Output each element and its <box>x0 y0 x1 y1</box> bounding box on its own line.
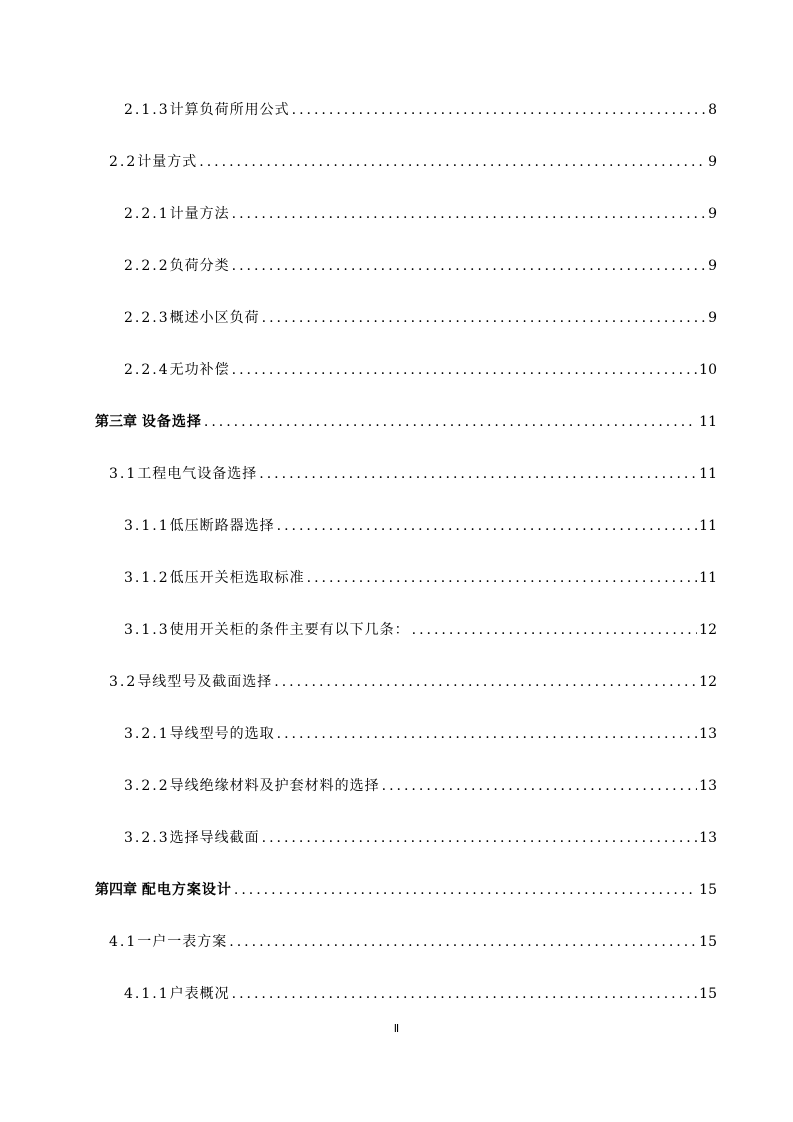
dot-leader <box>274 672 697 692</box>
toc-page: 15 <box>699 934 717 950</box>
toc-page: 11 <box>699 570 717 586</box>
toc-chapter-entry[interactable] <box>95 412 717 432</box>
toc-number: 3.2.2 <box>124 778 170 794</box>
toc-title: 计量方法 <box>169 206 230 222</box>
toc-entry[interactable] <box>124 724 717 744</box>
toc-number: 2.1.3 <box>124 102 170 118</box>
toc-number: 2.2 <box>109 154 138 170</box>
toc-entry[interactable] <box>124 516 717 536</box>
toc-page: 15 <box>699 882 717 898</box>
dot-leader <box>277 516 698 536</box>
toc-title: 使用开关柜的条件主要有以下几条： <box>169 622 410 638</box>
dot-leader <box>412 620 698 640</box>
toc-title: 概述小区负荷 <box>169 310 260 326</box>
toc-entry[interactable] <box>109 672 717 692</box>
toc-title: 导线型号的选取 <box>169 726 275 742</box>
toc-number: 3.2 <box>109 674 138 690</box>
toc-entry[interactable] <box>109 932 717 952</box>
toc-page: 13 <box>699 778 717 794</box>
dot-leader <box>199 152 706 172</box>
toc-page: 10 <box>699 362 717 378</box>
dot-leader <box>277 724 698 744</box>
toc-entry[interactable] <box>124 984 717 1004</box>
toc-title: 导线型号及截面选择 <box>137 674 273 690</box>
toc-number: 2.2.1 <box>124 206 170 222</box>
toc-title: 选择导线截面 <box>169 830 260 846</box>
toc-title: 工程电气设备选择 <box>137 466 258 482</box>
dot-leader <box>292 100 706 120</box>
dot-leader <box>232 984 698 1004</box>
toc-entry[interactable] <box>124 360 717 380</box>
toc-entry[interactable] <box>124 620 717 640</box>
toc-title: 一户一表方案 <box>137 934 228 950</box>
toc-entry[interactable] <box>124 828 717 848</box>
toc-chapter-number: 第四章 <box>95 882 137 898</box>
toc-entry[interactable] <box>109 152 717 172</box>
toc-page: 9 <box>708 206 717 222</box>
dot-leader <box>307 568 698 588</box>
dot-leader <box>262 828 698 848</box>
toc-page: 9 <box>708 154 717 170</box>
toc-page: 15 <box>699 986 717 1002</box>
page-number-footer: Ⅱ <box>393 1022 400 1035</box>
dot-leader <box>259 464 697 484</box>
toc-page: 9 <box>708 258 717 274</box>
dot-leader <box>382 776 698 796</box>
toc-title: 导线绝缘材料及护套材料的选择 <box>169 778 380 794</box>
toc-title: 低压开关柜选取标准 <box>169 570 305 586</box>
dot-leader <box>234 880 697 900</box>
toc-number: 3.1 <box>109 466 138 482</box>
toc-number: 3.2.3 <box>124 830 170 846</box>
dot-leader <box>232 204 706 224</box>
toc-number: 4.1.1 <box>124 986 170 1002</box>
toc-chapter-title: 配电方案设计 <box>141 882 232 898</box>
toc-page: 11 <box>699 414 717 430</box>
toc-title: 计算负荷所用公式 <box>169 102 290 118</box>
toc-page: 13 <box>699 726 717 742</box>
toc-number: 3.1.3 <box>124 622 170 638</box>
toc-page: 9 <box>708 310 717 326</box>
toc-chapter-title: 设备选择 <box>141 414 202 430</box>
dot-leader <box>262 308 706 328</box>
toc-page: 13 <box>699 830 717 846</box>
toc-entry[interactable] <box>124 204 717 224</box>
toc-title: 户表概况 <box>169 986 230 1002</box>
dot-leader <box>232 360 698 380</box>
toc-number: 3.2.1 <box>124 726 170 742</box>
dot-leader <box>229 932 697 952</box>
toc-number: 3.1.1 <box>124 518 170 534</box>
toc-page: 12 <box>699 674 717 690</box>
toc-title: 计量方式 <box>137 154 198 170</box>
toc-number: 2.2.3 <box>124 310 170 326</box>
toc-number: 2.2.2 <box>124 258 170 274</box>
dot-leader <box>232 256 706 276</box>
toc-entry[interactable] <box>124 568 717 588</box>
toc-chapter-entry[interactable] <box>95 880 717 900</box>
toc-number: 4.1 <box>109 934 138 950</box>
toc-number: 3.1.2 <box>124 570 170 586</box>
toc-entry[interactable] <box>109 464 717 484</box>
toc-page: 11 <box>699 518 717 534</box>
toc-page: 8 <box>708 102 717 118</box>
toc-entry[interactable] <box>124 308 717 328</box>
toc-entry[interactable] <box>124 256 717 276</box>
dot-leader <box>204 412 697 432</box>
toc-title: 负荷分类 <box>169 258 230 274</box>
toc-title: 无功补偿 <box>169 362 230 378</box>
toc-page: 11 <box>699 466 717 482</box>
toc-title: 低压断路器选择 <box>169 518 275 534</box>
toc-chapter-number: 第三章 <box>95 414 137 430</box>
toc-entry[interactable] <box>124 776 717 796</box>
toc-number: 2.2.4 <box>124 362 170 378</box>
toc-page: 12 <box>699 622 717 638</box>
toc-entry[interactable] <box>124 100 717 120</box>
